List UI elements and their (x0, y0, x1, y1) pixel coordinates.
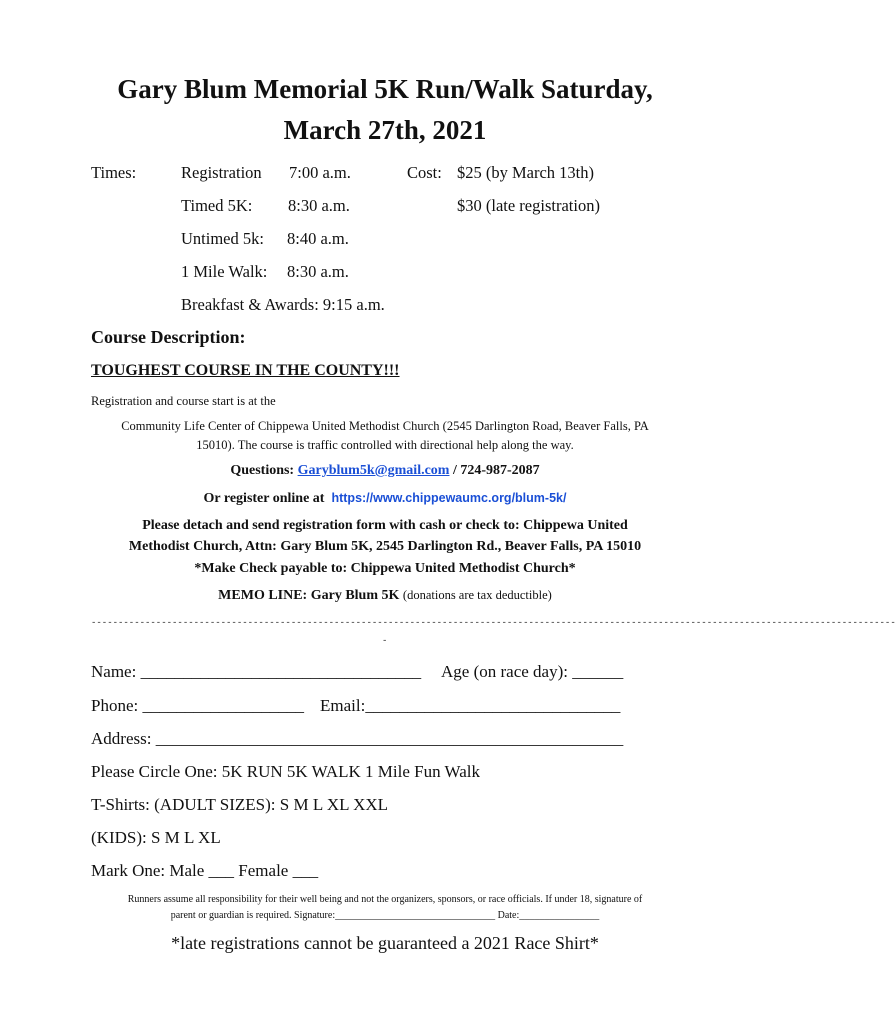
register-label: Or register online at (203, 491, 325, 506)
mailing-line-2: Methodist Church, Attn: Gary Blum 5K, 2545 Darlington Rd., Beaver Falls, PA 15010 (128, 539, 642, 554)
event-choice[interactable]: Please Circle One: 5K RUN 5K WALK 1 Mile Fun Walk (91, 762, 480, 781)
register-line (0, 491, 770, 507)
email-link[interactable]: Garyblum5k@gmail.com (297, 463, 450, 478)
times-label: Times: (91, 163, 137, 182)
detach-divider: ----------------------------------------------------------------------------------------------------------------------------------------------------- (91, 618, 896, 628)
age-field[interactable]: Age (on race day): ______ (441, 662, 624, 681)
late-registration-note: *late registrations cannot be guaranteed a 2021 Race Shirt* (171, 933, 599, 953)
times-event-untimed-5k: Untimed 5k: (181, 229, 264, 248)
times-event-mile-walk: 1 Mile Walk: (181, 262, 268, 281)
waiver-line-1: Runners assume all responsibility for their well being and not the organizers, sponsors, or race officials. If under 18, signature of (127, 894, 643, 905)
memo-label: MEMO LINE: Gary Blum 5K (218, 588, 400, 603)
gender-choice[interactable]: Mark One: Male ___ Female ___ (91, 861, 319, 880)
times-event-registration: Registration (181, 163, 262, 182)
cost-late: $30 (late registration) (457, 196, 600, 215)
waiver-signature-line[interactable]: parent or guardian is required. Signature:________________________________ Date:________________ (170, 910, 600, 921)
course-line-1: Registration and course start is at the (91, 394, 276, 408)
mailing-line-1: Please detach and send registration form with cash or check to: Chippewa United (142, 518, 628, 533)
phone-field[interactable]: Phone: ___________________ (91, 696, 304, 715)
times-time-timed-5k: 8:30 a.m. (288, 196, 350, 215)
phone-number: / 724-987-2087 (449, 463, 540, 478)
name-field[interactable]: Name: _________________________________ (91, 662, 422, 681)
course-tagline: TOUGHEST COURSE IN THE COUNTY!!! (91, 362, 400, 379)
mailing-line-3: *Make Check payable to: Chippewa United Methodist Church* (194, 561, 576, 576)
detach-divider-tail: - (382, 636, 388, 646)
email-field[interactable]: Email:______________________________ (320, 696, 621, 715)
register-url-link[interactable]: https://www.chippewaumc.org/blum-5k/ (331, 491, 567, 505)
times-time-untimed-5k: 8:40 a.m. (287, 229, 349, 248)
course-line-3: 15010). The course is traffic controlled with directional help along the way. (196, 438, 574, 452)
times-time-registration: 7:00 a.m. (289, 163, 351, 182)
times-time-mile-walk: 8:30 a.m. (287, 262, 349, 281)
kids-shirt-sizes[interactable]: (KIDS): S M L XL (91, 828, 221, 847)
memo-line (0, 588, 770, 604)
title-line-2: March 27th, 2021 (283, 115, 487, 145)
times-breakfast-awards: Breakfast & Awards: 9:15 a.m. (181, 295, 385, 314)
questions-line (0, 463, 770, 479)
adult-shirt-sizes[interactable]: T-Shirts: (ADULT SIZES): S M L XL XXL (91, 795, 389, 814)
cost-early: $25 (by March 13th) (457, 163, 595, 182)
address-field[interactable]: Address: _______________________________________________________ (91, 729, 624, 748)
course-heading: Course Description: (91, 327, 246, 347)
cost-label: Cost: (407, 163, 442, 182)
memo-note: (donations are tax deductible) (402, 588, 552, 602)
questions-label: Questions: (230, 463, 298, 478)
course-line-2: Community Life Center of Chippewa United Methodist Church (2545 Darlington Road, Beaver Falls, PA (121, 419, 649, 433)
times-event-timed-5k: Timed 5K: (181, 196, 253, 215)
title-line-1: Gary Blum Memorial 5K Run/Walk Saturday, (117, 74, 653, 104)
